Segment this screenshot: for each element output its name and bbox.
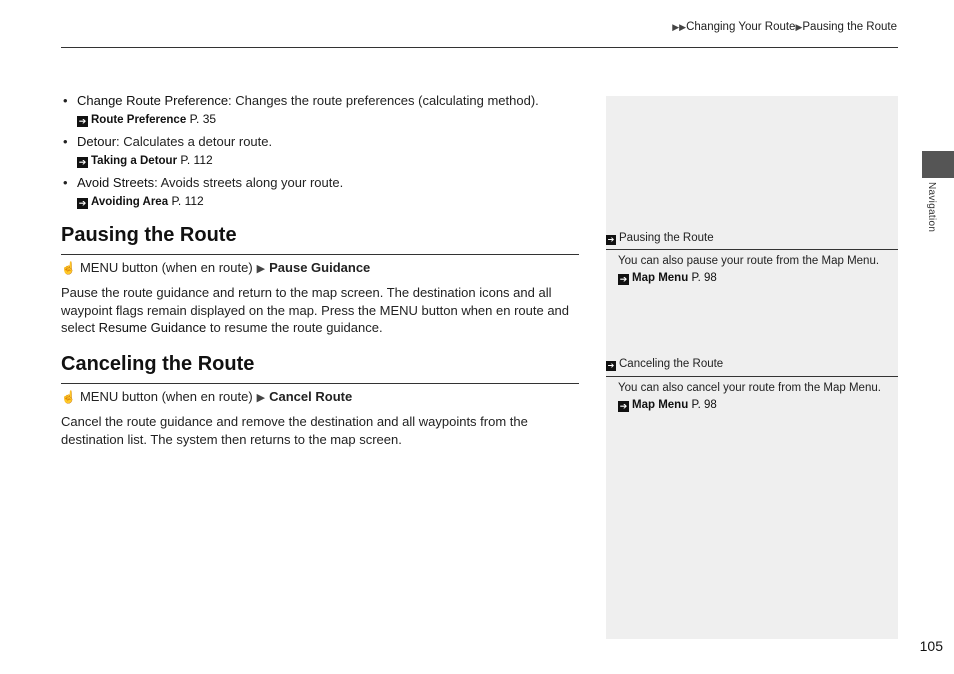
option-desc: : Changes the route preferences (calculating method). (228, 93, 539, 108)
ref-page: P. 112 (171, 194, 204, 208)
option-term: Detour (77, 134, 117, 149)
chapter-tab[interactable] (922, 151, 954, 178)
ref-page: P. 98 (691, 272, 717, 284)
section-divider (61, 254, 579, 255)
note-divider (606, 249, 898, 250)
note-title-text: Canceling the Route (619, 358, 724, 370)
option-term: Avoid Streets (77, 175, 155, 190)
ref-title: Taking a Detour (91, 155, 178, 167)
step-prefix: MENU button (when en route) (79, 389, 253, 404)
note-divider (606, 376, 898, 377)
breadcrumb-separator-icon: ▶ (795, 22, 803, 32)
step-target: Cancel Route (269, 389, 353, 404)
option-term: Change Route Preference (77, 93, 229, 108)
option-desc: : Avoids streets along your route. (154, 175, 344, 190)
note-title (606, 232, 714, 245)
breadcrumb-link-changing-route[interactable]: Changing Your Route (686, 21, 796, 33)
reference-arrow-icon: ➔ (78, 198, 87, 208)
procedure-step (61, 389, 352, 404)
step-arrow-icon: ▶ (256, 263, 266, 275)
breadcrumb-arrows-icon: ▶▶ (672, 22, 687, 32)
step-prefix: MENU button (when en route) (79, 260, 253, 275)
para-text: to resume the route guidance. (206, 320, 383, 336)
note-body (618, 380, 888, 414)
step-arrow-icon: ▶ (256, 392, 266, 404)
ref-title: Map Menu (632, 399, 689, 411)
cross-reference-link[interactable] (77, 192, 591, 211)
section-divider (61, 383, 579, 384)
hand-pointer-icon: ☝ (61, 261, 76, 275)
note-title (606, 358, 723, 371)
cross-reference-link[interactable] (618, 396, 888, 414)
procedure-step (61, 260, 370, 275)
note-marker-icon: ➔ (607, 235, 615, 244)
reference-arrow-icon: ➔ (619, 274, 628, 284)
option-list (61, 92, 591, 215)
hand-pointer-icon: ☝ (61, 390, 76, 404)
breadcrumb-current: Pausing the Route (802, 21, 897, 33)
para-term: Resume Guidance (98, 320, 207, 336)
note-title-text: Pausing the Route (619, 232, 714, 244)
ref-page: P. 35 (189, 112, 217, 126)
note-body (618, 253, 888, 287)
note-text: You can also pause your route from the Map Menu. (618, 255, 880, 267)
para-text: Pause the route guidance and return to the map screen. The destination icons and all waypoint flags remain displayed on the map. Press the MENU button when en route and select (61, 285, 570, 336)
body-paragraph (61, 284, 581, 337)
breadcrumb (672, 21, 897, 33)
bullet-icon: • (63, 175, 68, 190)
ref-page: P. 98 (691, 399, 717, 411)
reference-arrow-icon: ➔ (78, 116, 87, 126)
section-heading-canceling: Canceling the Route (61, 353, 255, 375)
list-item (61, 174, 591, 211)
option-desc: : Calculates a detour route. (116, 134, 273, 149)
ref-title: Route Preference (91, 114, 187, 126)
page-number: 105 (919, 638, 943, 654)
chapter-label: Navigation (926, 182, 937, 233)
ref-title: Avoiding Area (91, 196, 169, 208)
cross-reference-link[interactable] (77, 110, 591, 129)
body-paragraph: Cancel the route guidance and remove the destination and all waypoints from the destination list. The system then returns to the map screen. (61, 414, 528, 447)
note-marker-icon: ➔ (607, 361, 615, 370)
cross-reference-link[interactable] (618, 269, 888, 287)
cross-reference-link[interactable] (77, 151, 591, 170)
section-heading-pausing: Pausing the Route (61, 224, 237, 246)
list-item (61, 92, 591, 129)
reference-arrow-icon: ➔ (619, 401, 628, 411)
reference-arrow-icon: ➔ (78, 157, 87, 167)
header-divider (61, 47, 898, 48)
ref-title: Map Menu (632, 272, 689, 284)
bullet-icon: • (63, 93, 68, 108)
ref-page: P. 112 (180, 153, 213, 167)
bullet-icon: • (63, 134, 68, 149)
step-target: Pause Guidance (269, 260, 371, 275)
list-item (61, 133, 591, 170)
note-text: You can also cancel your route from the Map Menu. (618, 382, 881, 394)
